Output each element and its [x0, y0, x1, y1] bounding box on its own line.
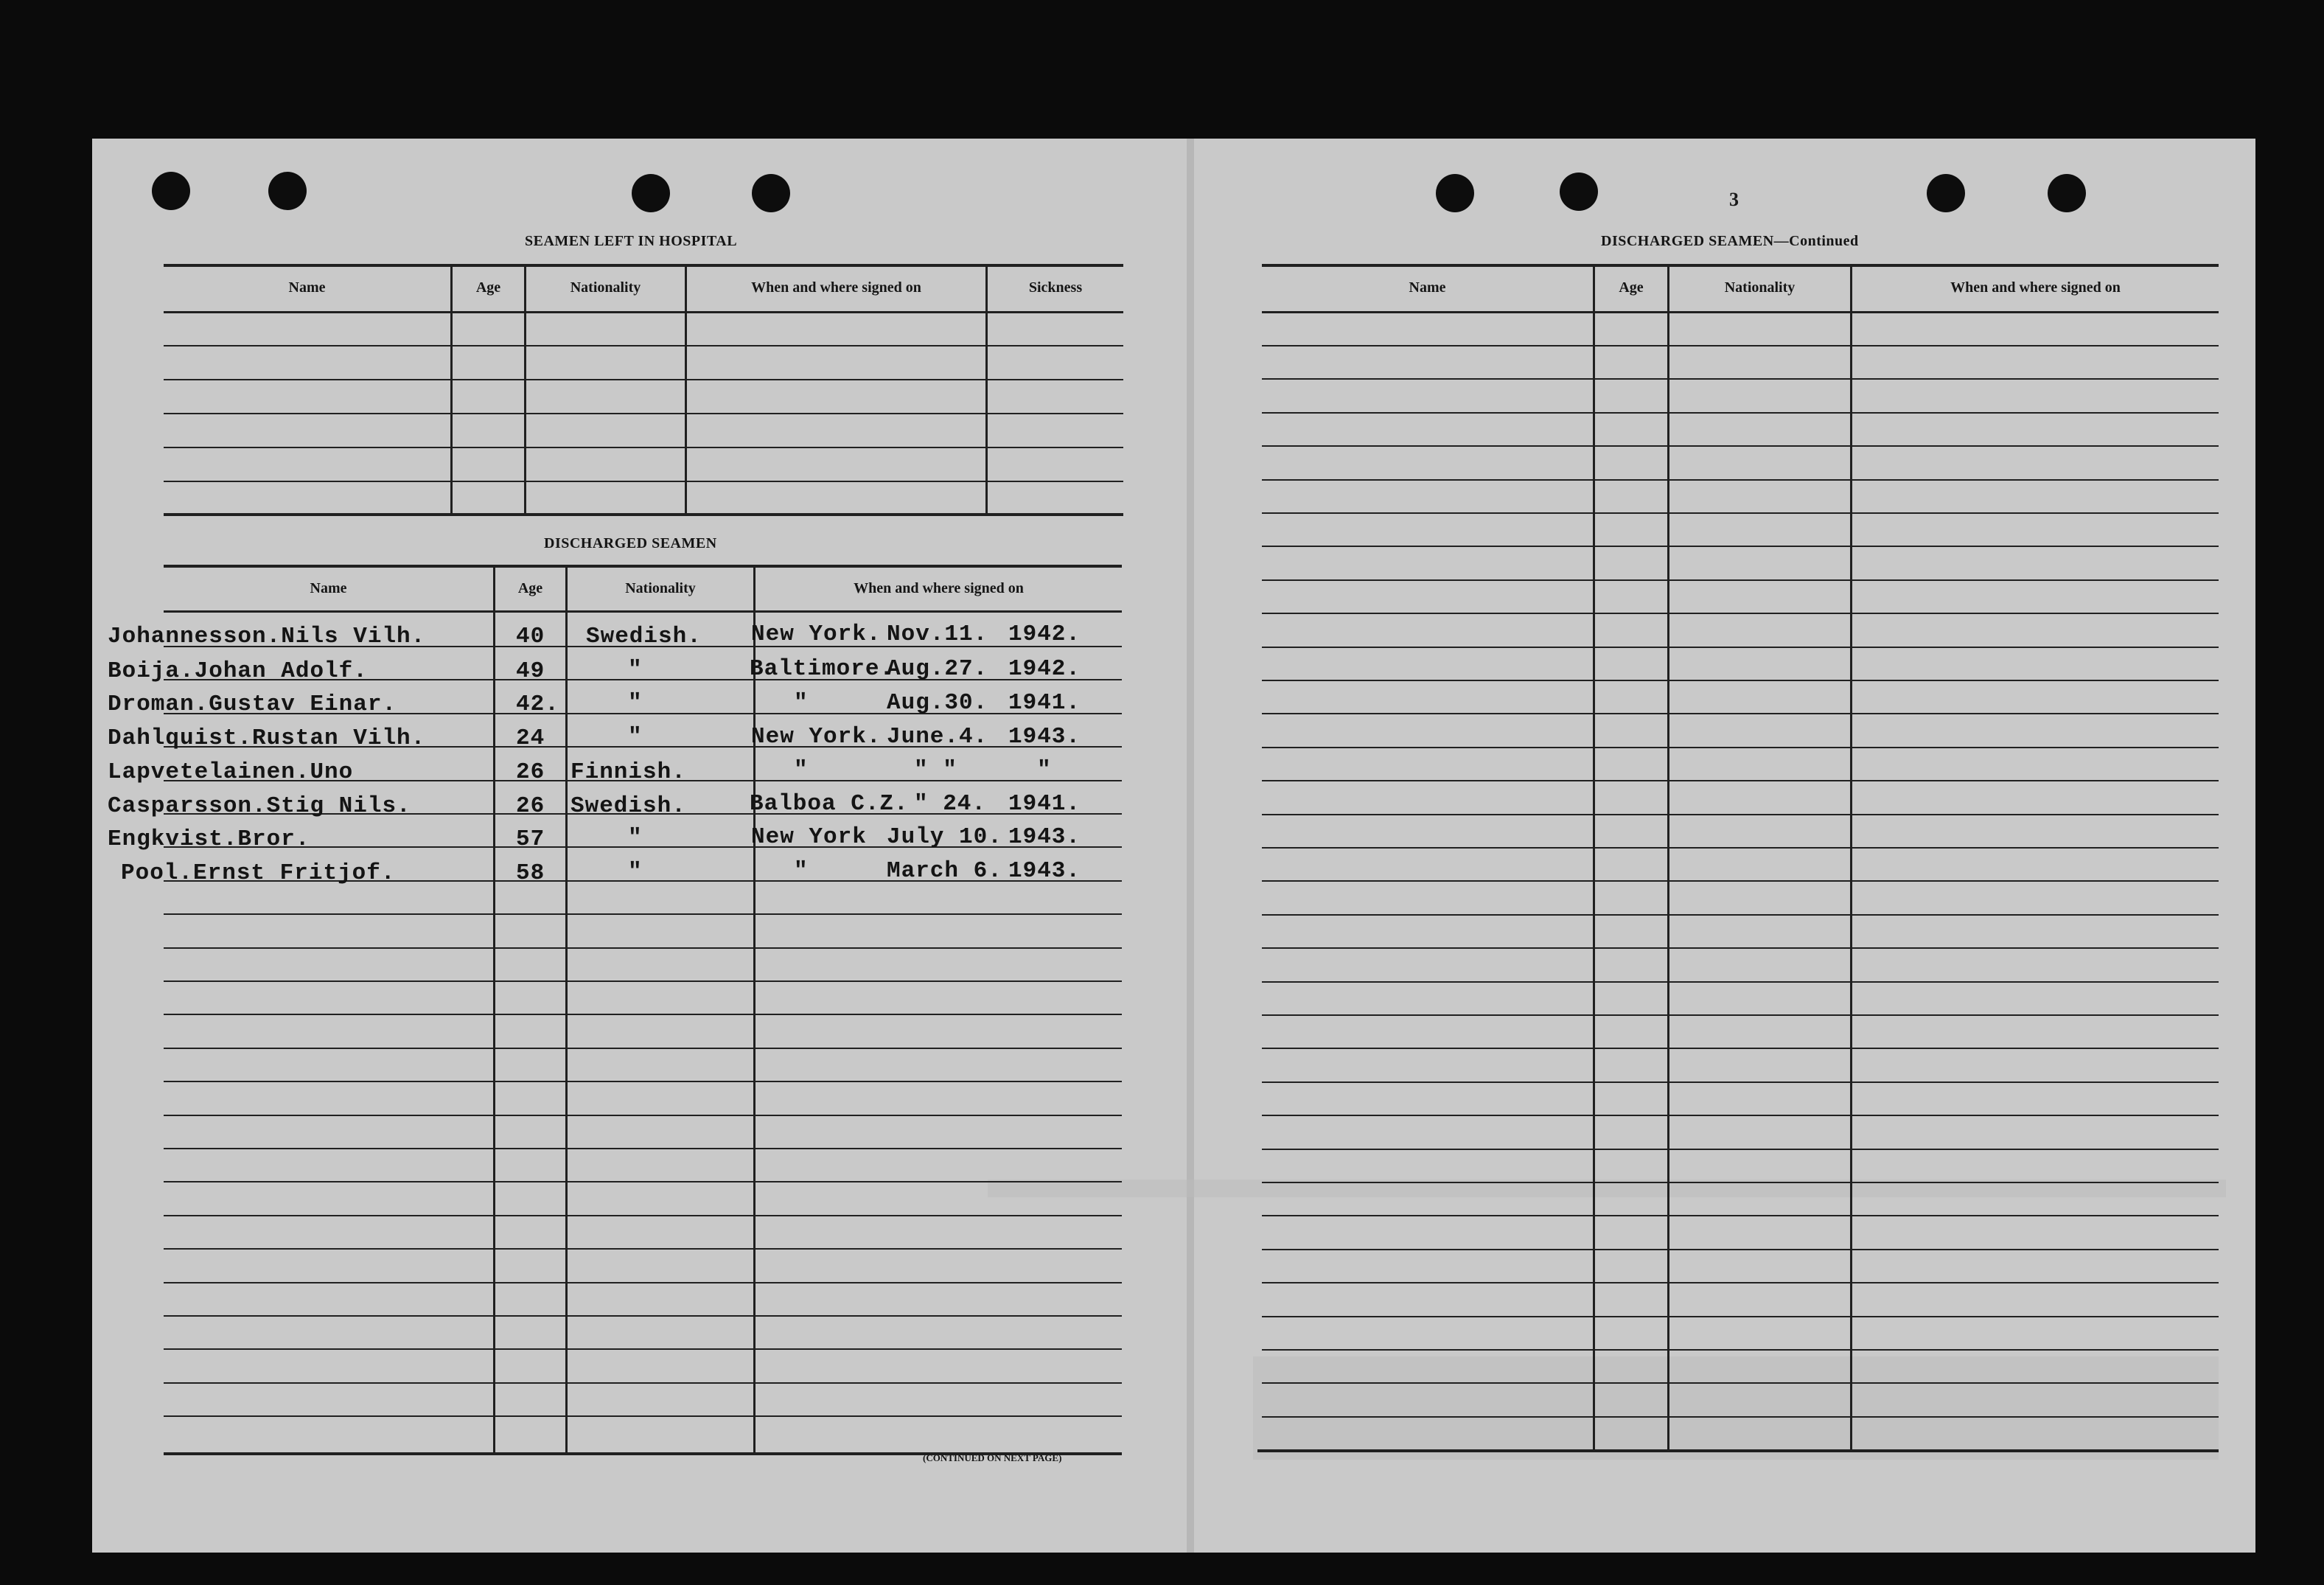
row-rule [1262, 814, 2219, 815]
seaman-age: 49 [516, 658, 545, 684]
row-rule [164, 1081, 1122, 1082]
seaman-name: Johannesson.Nils Vilh. [108, 624, 426, 649]
seaman-age: 26 [516, 759, 545, 785]
row-rule [164, 1415, 1122, 1417]
discharged-section-title: DISCHARGED SEAMEN [544, 535, 717, 551]
seaman-signed-date: July 10. [887, 824, 1002, 850]
row-rule [1262, 1249, 2219, 1250]
punch-hole [1436, 174, 1474, 212]
seaman-signed-date: " 24. [914, 791, 987, 817]
row-rule [164, 1315, 1122, 1317]
continued-col-header-name: Name [1409, 279, 1446, 296]
punch-hole [268, 172, 307, 210]
hospital-col-divider [985, 267, 988, 513]
row-rule [1262, 1215, 2219, 1216]
seaman-signed-year: 1942. [1008, 621, 1081, 647]
punch-hole [632, 174, 670, 212]
seaman-name: Pool.Ernst Fritjof. [121, 860, 396, 886]
discharged-col-header-age: Age [517, 580, 543, 596]
discharged-col-divider [565, 568, 568, 1452]
continued-note: (CONTINUED ON NEXT PAGE) [923, 1452, 1062, 1463]
row-rule [1262, 613, 2219, 614]
seaman-age: 57 [516, 826, 545, 852]
continued-col-divider [1593, 267, 1595, 1450]
hospital-col-divider [450, 267, 453, 513]
discharged-col-divider [493, 568, 495, 1452]
seaman-signed-date: Nov.11. [887, 621, 988, 647]
seaman-signed-year: " [1037, 757, 1052, 783]
seaman-name: Lapvetelainen.Uno [108, 759, 354, 785]
row-rule [1262, 579, 2219, 581]
seaman-signed-date: Aug.30. [887, 690, 988, 716]
row-rule [1262, 914, 2219, 916]
seaman-signed-place: Balboa C.Z. [750, 791, 909, 817]
page-number: 3 [1729, 189, 1739, 210]
hospital-table-row-rule [164, 447, 1123, 448]
discharged-table-top-rule [164, 565, 1122, 568]
hospital-col-header-name: Name [288, 279, 326, 296]
discharged-table-header-rule [164, 610, 1122, 613]
seaman-signed-year: 1943. [1008, 858, 1081, 884]
hospital-table-row-rule [164, 345, 1123, 346]
continued-col-header-signed-on: When and where signed on [1950, 279, 2121, 296]
hospital-table-top-rule [164, 264, 1123, 267]
row-rule [1262, 1316, 2219, 1317]
hospital-table-header-rule [164, 311, 1123, 313]
row-rule [1262, 880, 2219, 882]
seaman-signed-year: 1943. [1008, 824, 1081, 850]
row-rule [1262, 378, 2219, 380]
row-rule [1262, 1014, 2219, 1016]
row-rule [1262, 345, 2219, 346]
row-rule [164, 947, 1122, 949]
seaman-nationality: " [628, 859, 643, 885]
seaman-nationality: " [628, 690, 643, 716]
row-rule [164, 980, 1122, 982]
row-rule [164, 1181, 1122, 1182]
row-rule [1262, 1115, 2219, 1116]
punch-hole [2048, 174, 2086, 212]
row-rule [1262, 479, 2219, 481]
bleed-through-text [1253, 1356, 2219, 1460]
row-rule [1262, 847, 2219, 849]
punch-hole [152, 172, 190, 210]
seaman-signed-year: 1941. [1008, 690, 1081, 716]
page-fold [1187, 139, 1194, 1553]
seaman-signed-place: New York. [751, 724, 882, 750]
row-rule [164, 1282, 1122, 1283]
seaman-signed-date: June.4. [887, 724, 988, 750]
row-rule [1262, 1382, 2219, 1384]
row-rule [164, 1382, 1122, 1384]
seaman-nationality: Swedish. [586, 624, 702, 649]
continued-section-title: DISCHARGED SEAMEN—Continued [1601, 233, 1859, 249]
discharged-col-header-signed-on: When and where signed on [854, 580, 1024, 596]
hospital-col-divider [524, 267, 526, 513]
row-rule [1262, 747, 2219, 748]
discharged-col-divider [753, 568, 756, 1452]
punch-hole [1927, 174, 1965, 212]
seaman-nationality: " [628, 657, 643, 683]
row-rule [164, 1048, 1122, 1049]
row-rule [1262, 680, 2219, 681]
continued-table-bottom-rule [1257, 1449, 2219, 1452]
row-rule [1262, 780, 2219, 781]
seaman-signed-year: 1943. [1008, 724, 1081, 750]
row-rule [164, 1115, 1122, 1116]
seaman-signed-place: " [794, 690, 809, 716]
row-rule [1262, 1048, 2219, 1049]
seaman-age: 58 [516, 860, 545, 886]
punch-hole [752, 174, 790, 212]
hospital-section-title: SEAMEN LEFT IN HOSPITAL [525, 233, 738, 249]
row-rule [1262, 981, 2219, 983]
discharged-col-header-name: Name [310, 580, 347, 596]
row-rule [1262, 1349, 2219, 1351]
row-rule [1262, 1416, 2219, 1418]
discharged-col-header-nationality: Nationality [625, 580, 696, 596]
row-rule [1262, 947, 2219, 949]
seaman-signed-date: " " [914, 757, 957, 783]
row-rule [164, 913, 1122, 915]
continued-table-header-rule [1262, 311, 2219, 313]
row-rule [1262, 647, 2219, 648]
hospital-col-divider [685, 267, 687, 513]
seaman-age: 26 [516, 793, 545, 819]
punch-hole [1560, 173, 1598, 211]
row-rule [164, 1148, 1122, 1149]
seaman-name: Droman.Gustav Einar. [108, 692, 397, 717]
hospital-table-row-rule [164, 413, 1123, 414]
seaman-signed-place: Baltimore. [750, 656, 895, 682]
continued-col-header-age: Age [1619, 279, 1644, 296]
hospital-col-header-age: Age [475, 279, 501, 296]
row-rule [1262, 512, 2219, 514]
hospital-col-header-nationality: Nationality [570, 279, 641, 296]
seaman-signed-place: " [794, 757, 809, 783]
row-rule [1262, 713, 2219, 714]
row-rule [1262, 546, 2219, 547]
row-rule [1262, 1149, 2219, 1150]
seaman-nationality: " [628, 825, 643, 851]
row-rule [164, 1248, 1122, 1250]
seaman-age: 40 [516, 624, 545, 649]
hospital-table-bottom-rule [164, 513, 1123, 516]
seaman-signed-place: " [794, 858, 809, 884]
continued-col-header-nationality: Nationality [1724, 279, 1796, 296]
seaman-nationality: Swedish. [570, 793, 686, 819]
row-rule [1262, 412, 2219, 414]
continued-col-divider [1850, 267, 1852, 1450]
seaman-signed-place: New York. [751, 621, 882, 647]
hospital-table-row-rule [164, 481, 1123, 482]
seaman-age: 42. [516, 692, 559, 717]
row-rule [1262, 445, 2219, 447]
continued-col-divider [1667, 267, 1669, 1450]
row-rule [1262, 1081, 2219, 1083]
seaman-signed-place: New York [751, 824, 867, 850]
seaman-signed-year: 1942. [1008, 656, 1081, 682]
seaman-name: Engkvist.Bror. [108, 826, 310, 852]
row-rule [164, 1014, 1122, 1015]
hospital-col-header-sickness: Sickness [1028, 279, 1083, 296]
seaman-name: Casparsson.Stig Nils. [108, 793, 411, 819]
row-rule [164, 1215, 1122, 1216]
seaman-signed-date: March 6. [887, 858, 1002, 884]
row-rule [164, 1348, 1122, 1350]
row-rule [1262, 1182, 2219, 1183]
row-rule [1262, 1282, 2219, 1283]
document-paper [92, 139, 2255, 1553]
hospital-col-header-signed-on: When and where signed on [751, 279, 921, 296]
seaman-name: Boija.Johan Adolf. [108, 658, 368, 684]
seaman-name: Dahlquist.Rustan Vilh. [108, 725, 426, 751]
continued-table-top-rule [1262, 264, 2219, 267]
seaman-age: 24 [516, 725, 545, 751]
seaman-nationality: Finnish. [570, 759, 686, 785]
seaman-signed-date: Aug.27. [887, 656, 988, 682]
seaman-signed-year: 1941. [1008, 791, 1081, 817]
seaman-nationality: " [628, 724, 643, 750]
hospital-table-row-rule [164, 379, 1123, 380]
